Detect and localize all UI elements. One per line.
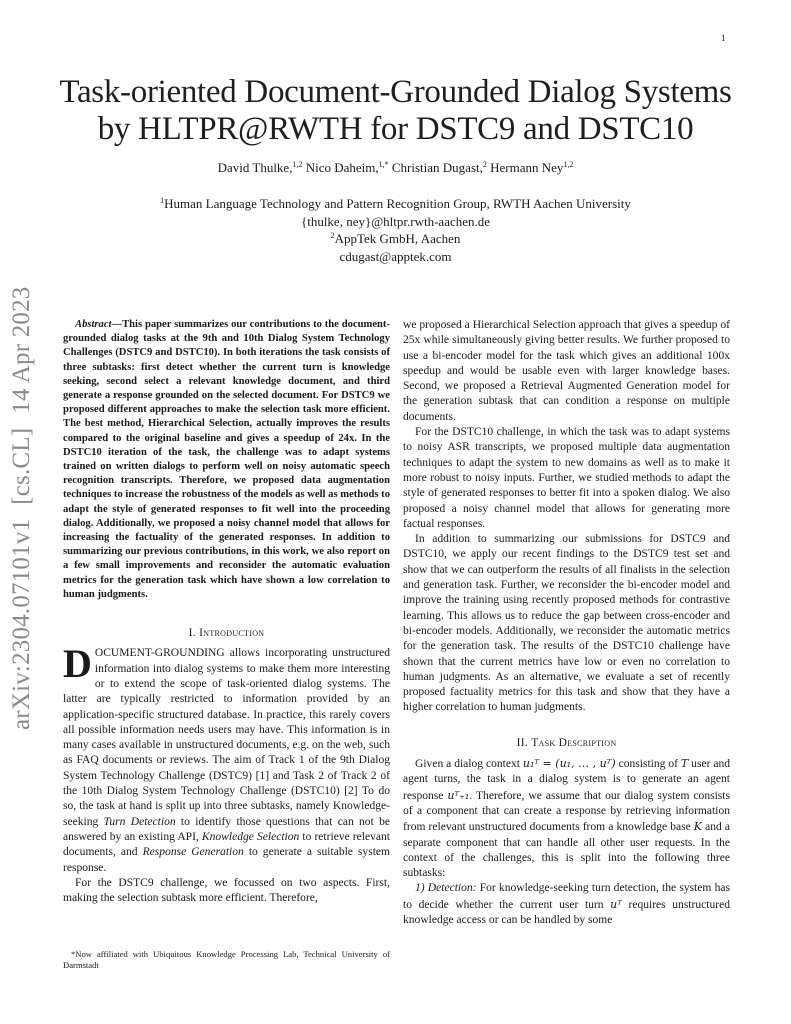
task-text: . Therefore, we assume that our dialog system consists of a component that can create a response by retrieving information from relevant unstructured documents from a knowledge base [403,789,730,834]
footnote-mark: * [71,949,76,959]
task-text: and a separate component that can handle all other user requests. In the context of the challenges, this is split into the following three subtasks: [403,821,730,880]
author-affil-mark: 1,* [378,160,389,169]
affil-mark: 2 [330,231,335,240]
author-affil-mark: 1,2 [292,160,303,169]
section-title: Introduction [199,627,265,640]
intro-text: to generate a suitable system response. [63,846,391,874]
intro-text: to identify those questions that can not be answered by an existing API, [63,815,390,843]
affiliation-text: Human Language Technology and Pattern Recognition Group, RWTH Aachen University [164,196,631,211]
task-text: Given a dialog context [415,758,523,771]
author-affil-mark: 1,2 [563,160,574,169]
task-paragraph-1 [403,756,730,881]
section-number: I. [188,627,196,640]
right-column [403,318,730,928]
title-line-1: Task-oriented Document-Grounded Dialog Systems [59,74,732,110]
author: David Thulke, [217,160,293,175]
section-heading-introduction [63,626,390,641]
arxiv-date: 14 Apr 2023 [8,286,35,414]
arxiv-id: arXiv:2304.07101v1 [8,518,35,730]
affiliation-line [0,195,791,213]
intro-paragraph-3: For the DSTC10 challenge, in which the task was to adapt systems to noisy ASR transcripts, we proposed multiple data augmentation techniques to adapt the system to new domains as well as to make it more robust to noisy inputs. Further, we studied methods to adapt the style of generated responses to better fit into a spoken dialog. We also proposed a noisy channel model that allows for generating more factual responses. [403,426,730,530]
intro-paragraph-4: In addition to summarizing our submissions for DSTC9 and DSTC10, we apply our recent findings to the DSTC9 test set and show that we can outperform the results of all finalists in the selection and generation task. Further, we reconsider the bi-encoder model and improve the training using recently proposed methods for contrastive learning. This allows us to reduce the gap between cross-encoder and bi-encoder models. Additionally, we reconsider the automatic metrics for the generation task. The results of the DSTC10 challenge have shown that the current metrics have low or even no correlation to human judgments. As an alternative, we evaluate a set of recently proposed factuality metrics for this task and show that they have a higher correlation to human judgments. [403,533,730,714]
subtask-text: requires unstructured knowledge access or can be handled by some [403,898,730,926]
author-list [0,160,791,176]
math-uT: uᵀ [610,897,622,911]
author-affil-mark: 2 [482,160,487,169]
author: Hermann Ney [490,160,564,175]
arxiv-category: [cs.CL] [8,427,35,505]
task-text: consisting of [615,758,681,771]
abstract-text: —This paper summarizes our contributions to the document-grounded dialog tasks at the 9th and 10th Dialog System Technology Challenges (DSTC9 and DSTC10). In both iterations the task consists of three subtasks: first detect whether the current turn is knowledge seeking, second select a relevant knowledge document, and third generate a response grounded on the selected document. For DSTC9 we proposed different approaches to make the selection task more efficient. The best method, Hierarchical Selection, actually improves the results compared to the original baseline and gives a speedup of 24x. In the DSTC10 iteration of the task, the challenge was to adapt systems trained on written dialogs to perform well on noisy automatic speech recognition transcripts. Therefore, we proposed data augmentation techniques to increase the robustness of the models as well as methods to adapt the style of generated responses to fit well into the proceeding dialog. Additionally, we proposed a noisy channel model that allows for increasing the factuality of the generated responses. In addition to summarizing our previous contributions, in this work, we also report on a few small improvements and reconsider the automatic evaluation metrics for the generation task which have shown a low correlation to human judgments. [63,319,390,600]
subtask-text: For knowledge-seeking turn detection, the system has to decide whether the current user turn [403,882,730,911]
intro-paragraph-2-cont: we proposed a Hierarchical Selection approach that gives a speedup of 25x while simultaneously giving better results. We further proposed to use a bi-encoder model for the task which gives an additional 100x speedup and would be usable even with larger knowledge bases. Second, we proposed a Retrieval Augmented Generation model for the generation subtask that can condition a response on multiple documents. [403,319,730,423]
math-T: T [680,757,689,771]
paper-title [0,74,791,148]
subtask-detection [403,881,730,928]
left-column [63,318,390,906]
intro-text: to retrieve relevant documents, and [63,830,390,859]
dropcap: D [63,641,92,687]
intro-text: allows incorporating unstructured information into dialog systems to make them more interesting or to extend the scope of task-oriented dialog systems. The latter are typically restricted to information provided by an application-specific structured database. In practice, this rarely covers all possible information needs users may have. This information is in many cases available in unstructured documents, e.g. on the web, such as FAQ documents or reviews. The aim of Track 1 of the 9th Dialog System Technology Challenge (DSTC9) [1] and Task 2 of Track 2 of the 10th Dialog System Technology Challenge (DSTC10) [2] To do so, the task at hand is split up into three subtasks, namely Knowledge-seeking [63,647,390,828]
page-number: 1 [721,33,726,43]
footnote-text: Now affiliated with Ubiquitous Knowledge Processing Lab, Technical University of Darmstadt [63,949,390,970]
affiliation-line [0,230,791,248]
intro-caps: OCUMENT-GROUNDING [94,647,225,660]
affiliations [0,195,791,265]
intro-paragraph-1 [63,641,391,875]
section-heading-task-description [403,736,730,751]
section-title: Task Description [531,736,617,749]
footnote [63,949,390,971]
math-response: uᵀ₊₁ [447,788,470,802]
section-number: II. [516,736,528,749]
author: Christian Dugast, [391,160,483,175]
title-line-2: by HLTPR@RWTH for DSTC9 and DSTC10 [97,111,694,147]
arxiv-stamp [8,273,36,731]
term-turn-detection: Turn Detection [103,815,176,828]
term-knowledge-selection: Knowledge Selection [201,830,300,843]
math-K: K [693,820,703,834]
math-dialog-context: u₁ᵀ = (u₁, … , uᵀ) [522,757,616,771]
affil-mark: 1 [160,196,165,205]
abstract-lead: Abstract [75,319,112,330]
affiliation-email: {thulke, ney}@hltpr.rwth-aachen.de [300,213,491,229]
affiliation-text: AppTek GmbH, Aachen [334,231,461,246]
author: Nico Daheim, [305,160,379,175]
term-response-generation: Response Generation [142,846,244,859]
intro-paragraph-2: For the DSTC9 challenge, we focussed on two aspects. First, making the selection subtask more efficient. Therefore, [63,876,390,905]
subtask-label: 1) Detection: [415,882,477,895]
abstract [63,318,390,602]
task-text: user and agent turns, the task in a dialog system is to generate an agent response [403,758,731,802]
affiliation-email: cdugast@apptek.com [339,248,452,264]
